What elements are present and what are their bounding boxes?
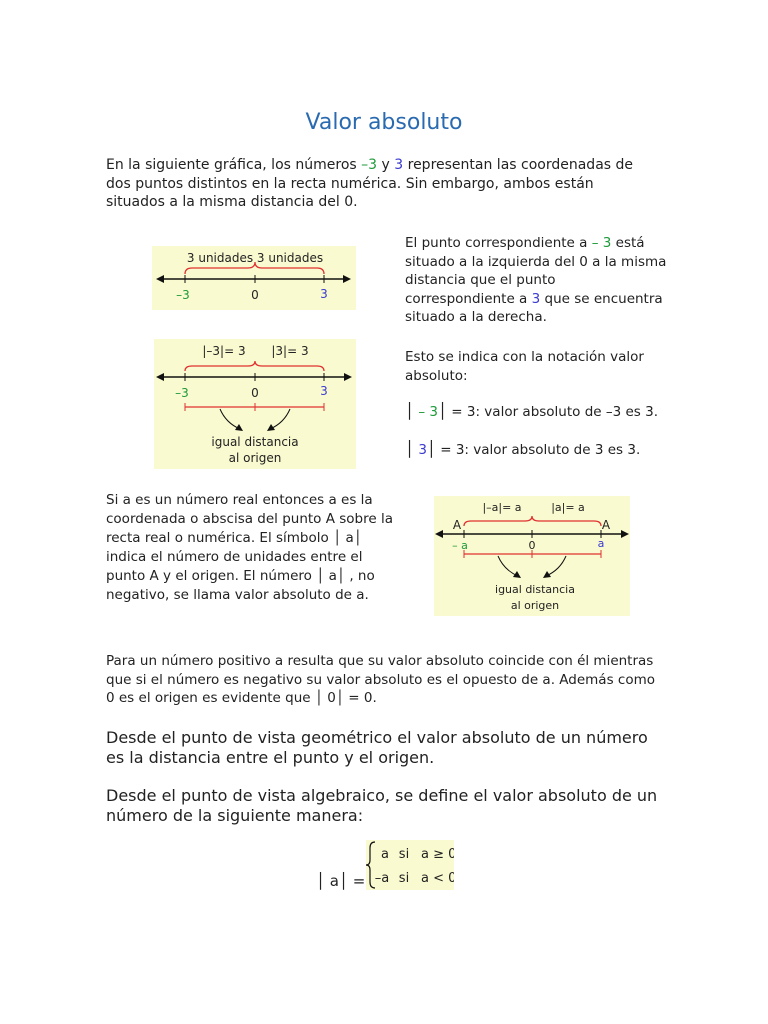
tick-label-positive: 3 xyxy=(320,384,328,398)
text: El punto correspondiente a xyxy=(405,235,592,251)
abs-example-positive xyxy=(405,440,705,460)
text: = 3: valor absoluto de –3 es 3. xyxy=(446,404,659,420)
point-label-right: A xyxy=(601,518,611,532)
tick-label-negative: – a xyxy=(452,539,468,552)
case2-value: –a xyxy=(374,871,390,886)
point-label-left: A xyxy=(452,518,462,532)
brace xyxy=(185,361,324,371)
axis-arrow-left xyxy=(435,530,443,538)
number-line-diagram-3 xyxy=(434,496,630,616)
number-negative: – 3 xyxy=(414,404,438,420)
number-negative: – 3 xyxy=(591,235,612,251)
caption-line-1: igual distancia xyxy=(211,435,299,449)
case2-si: si xyxy=(398,871,410,886)
abs-bar: │ xyxy=(426,440,436,458)
formula-cases xyxy=(366,840,454,890)
text: está situado a la izquierda del 0 a la misma distancia que el punto correspondiente a xyxy=(405,235,667,307)
number-positive: 3 xyxy=(531,290,541,307)
number-line-diagram-1 xyxy=(152,246,356,310)
tick-label-positive: a xyxy=(597,537,605,550)
number-line-diagram-2 xyxy=(154,339,356,469)
case1-value: a xyxy=(381,847,389,862)
intro-text: En la siguiente gráfica, los números xyxy=(106,157,362,173)
number-line-2-svg xyxy=(154,339,356,469)
text: que se encuentra situado a la derecha. xyxy=(405,290,663,325)
text: Para un número positivo a resulta que su valor absoluto coincide con él mientras que si el número es negativo su valor absoluto es el opuesto de a. Además como 0 es el origen es evidente que xyxy=(106,653,655,706)
text: Si a es un número real entonces a es la coordenada o abscisa del punto A sobre la recta real o numérica. El símbolo xyxy=(106,492,393,546)
tick-label-zero: 0 xyxy=(528,539,536,552)
axis-arrow-left xyxy=(156,373,164,381)
abs-symbol: │ a│ xyxy=(333,530,362,546)
arrow-curve-right xyxy=(270,409,290,429)
case1-condition: a ≥ 0 xyxy=(421,847,454,862)
tick-label-negative: –3 xyxy=(175,386,189,400)
right-column-paragraph-1 xyxy=(405,234,667,327)
label-left: 3 unidades xyxy=(186,251,254,265)
right-column-paragraph-2: Esto se indica con la notación valor absoluto: xyxy=(405,349,644,384)
formula-lhs: │ a│ = xyxy=(316,872,366,890)
arrow-curve-left xyxy=(220,409,240,429)
axis-arrow-left xyxy=(156,275,164,283)
case2-condition: a < 0 xyxy=(421,871,454,886)
tick-label-negative: –3 xyxy=(176,288,190,302)
formula-svg xyxy=(366,840,454,890)
case1-si: si xyxy=(398,847,410,862)
page-title: Valor absoluto xyxy=(305,110,463,135)
number-positive: 3 xyxy=(414,442,427,458)
tick-label-positive: 3 xyxy=(320,287,328,301)
label-left: |–a|= a xyxy=(482,501,522,514)
label-right: |3|= 3 xyxy=(271,344,309,358)
label-right: 3 unidades xyxy=(256,251,324,265)
caption-line-1: igual distancia xyxy=(495,583,575,596)
intro-paragraph xyxy=(106,156,646,212)
abs-symbol: │ a│ xyxy=(316,568,346,584)
abs-bar: │ xyxy=(437,402,447,420)
label-right: |a|= a xyxy=(551,501,585,514)
axis-arrow-right xyxy=(621,530,629,538)
arrow-curve-right xyxy=(546,556,566,576)
number-line-1-svg xyxy=(152,246,356,310)
text: = 3: valor absoluto de 3 es 3. xyxy=(435,442,641,458)
axis-arrow-right xyxy=(344,373,352,381)
text: = 0. xyxy=(344,690,377,706)
abs-bar: │ xyxy=(405,402,415,420)
positive-number-paragraph xyxy=(106,652,666,708)
arrow-curve-left xyxy=(498,556,518,576)
number-line-3-svg xyxy=(434,496,630,616)
intro-number-positive: 3 xyxy=(394,157,404,173)
abs-symbol: │ 0│ xyxy=(314,690,345,706)
caption-line-2: al origen xyxy=(510,599,560,612)
caption-line-2: al origen xyxy=(228,451,282,465)
abs-example-negative xyxy=(405,402,705,422)
intro-text: y xyxy=(377,157,395,173)
tick-label-zero: 0 xyxy=(251,288,259,302)
abs-bar: │ xyxy=(405,440,415,458)
definition-paragraph xyxy=(106,491,402,605)
axis-arrow-right xyxy=(343,275,351,283)
brace xyxy=(464,516,601,526)
text: , no negativo, se llama valor absoluto de a. xyxy=(106,568,375,603)
tick-label-zero: 0 xyxy=(251,386,259,400)
text: indica el número de unidades entre el punto A y el origen. El número xyxy=(106,549,363,584)
algebraic-definition-paragraph: Desde el punto de vista algebraico, se define el valor absoluto de un número de la siguiente manera: xyxy=(106,786,658,825)
curly-brace-icon xyxy=(366,842,375,888)
intro-number-negative: –3 xyxy=(361,157,378,173)
intro-text: representan las coordenadas de dos puntos distintos en la recta numérica. Sin embargo, ambos están situados a la misma distancia del 0. xyxy=(106,157,634,210)
label-left: |–3|= 3 xyxy=(202,344,246,358)
geometric-definition-paragraph: Desde el punto de vista geométrico el valor absoluto de un número es la distancia entre el punto y el origen. xyxy=(106,728,648,767)
